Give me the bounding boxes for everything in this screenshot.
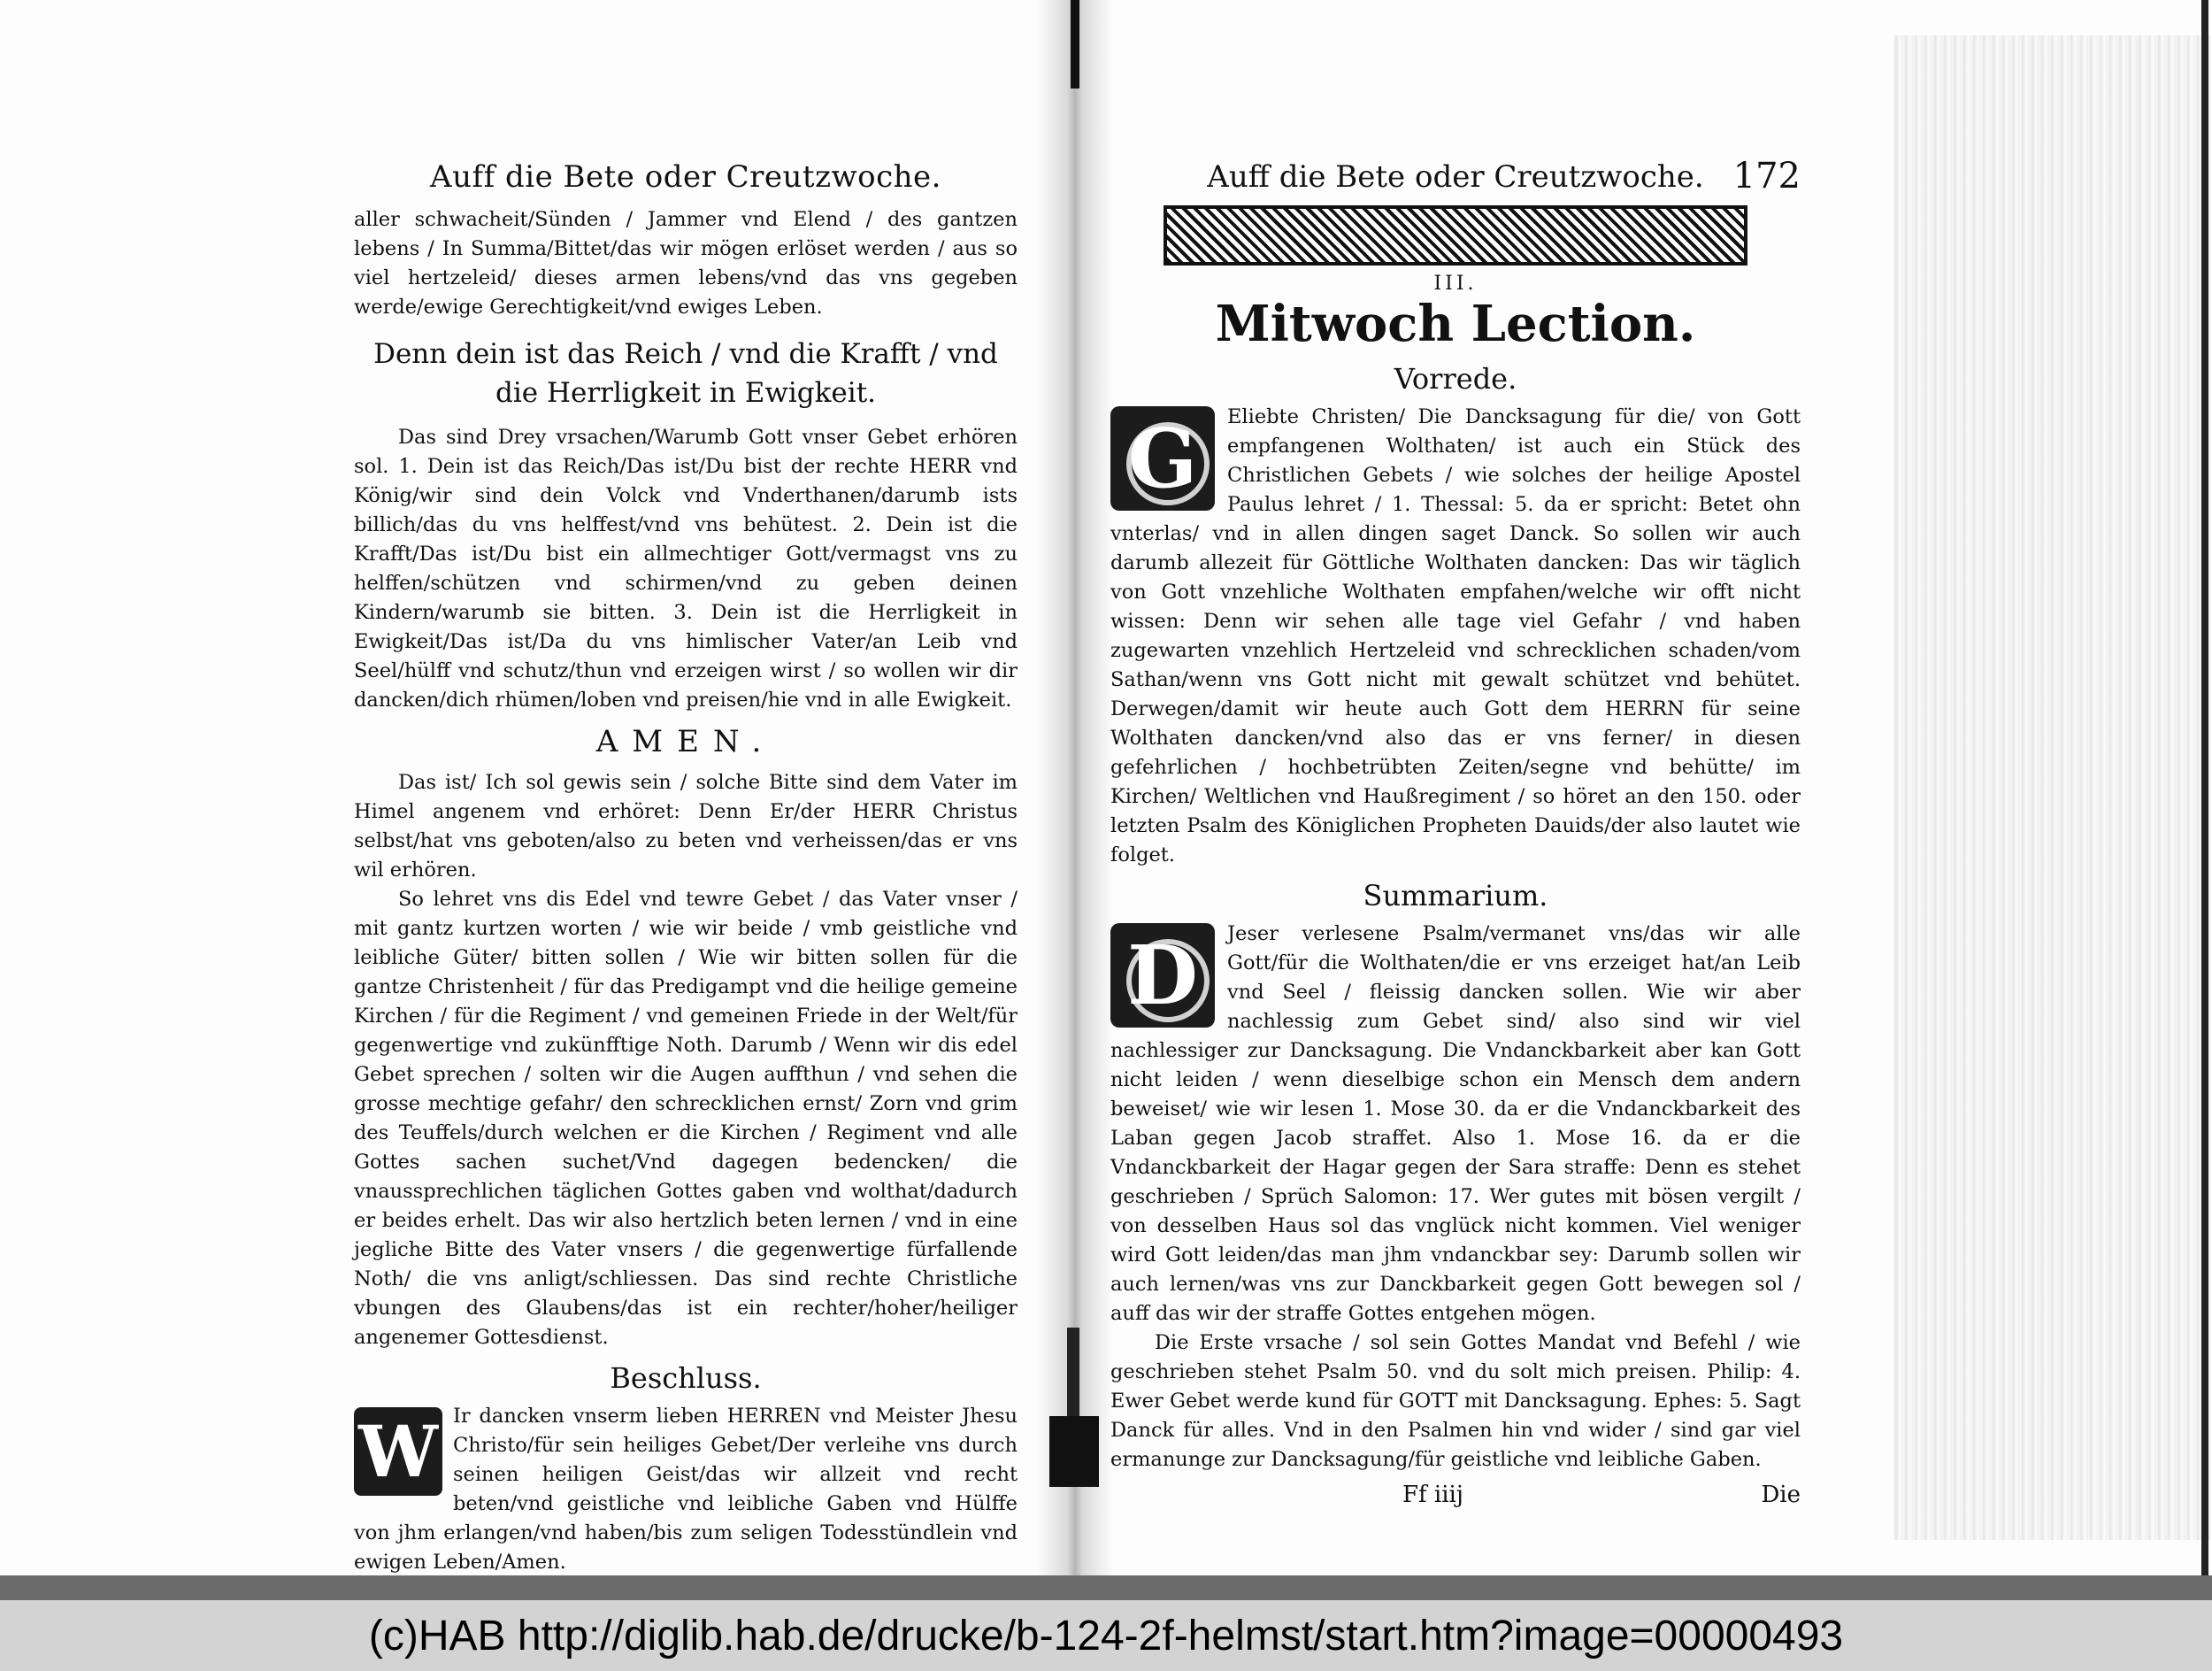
left-para-2: Das sind Drey vrsachen/Warumb Gott vnser Gebet erhören sol. 1. Dein ist das Reich/Das ist/Du bist der rechte HERR vnd König/wir sind dein Volck vnd Vnderthanen/darumb ists billich/das du vns helffest/vnd vns behütest. 2. Dein ist die Krafft/Das ist/Du bist ein allmechtiger Gott/vermagst vns zu helffen/schützen vnd schirmen/vnd zu geben deinen Kindern/warumb sie bitten. 3. Dein ist die Herrligkeit in Ewigkeit/Das ist/Da du vns himlischer Vater/an Leib vnd Seel/hülff vnd schutz/thun vnd erzeigen wirst / so wollen wir dir dancken/dich rhümen/loben vnd preisen/hie vnd in alle Ewigkeit. [354, 426, 1018, 712]
doxology-heading: Denn dein ist das Reich / vnd die Krafft / vnd die Herrligkeit in Ewigkeit. [373, 338, 998, 409]
source-url-text: (c)HAB http://diglib.hab.de/drucke/b-124-2f-helmst/start.htm?image=00000493 [368, 1612, 1844, 1659]
right-catchword: Die [1761, 1482, 1801, 1508]
signature-row [1110, 1482, 1801, 1512]
left-para-1: aller schwacheit/Sünden / Jammer vnd Elend / des gantzen lebens / In Summa/Bittet/das wir mögen erlöset werden / aus so viel hertzeleid/ dieses armen lebens/vnd das vns gegeben werde/ewige Gerechtigkeit/vnd ewiges Leben. [354, 208, 1018, 319]
scan-bottom-band [0, 1575, 2212, 1600]
summarium-initial: D [1127, 928, 1198, 1023]
vorrede-initial: G [1127, 411, 1198, 506]
initial-g-icon [1110, 406, 1215, 511]
right-running-head-row [1110, 156, 1801, 196]
right-running-head: Auff die Bete oder Creutzwoche. [1207, 159, 1704, 195]
right-page [1110, 156, 1801, 1512]
initial-d-icon [1110, 923, 1215, 1028]
amen-heading: AMEN. [595, 724, 776, 759]
beschluss-heading: Beschluss. [610, 1361, 762, 1395]
section-number: III. [1433, 273, 1478, 295]
vorrede-heading: Vorrede. [1394, 362, 1517, 396]
summarium-heading: Summarium. [1363, 879, 1548, 913]
page-edges [1893, 35, 2212, 1540]
summarium-block [1110, 920, 1801, 1328]
gutter-binding-mark [1071, 0, 1079, 89]
lection-title: Mitwoch Lection. [1215, 295, 1696, 353]
beschluss-initial: W [358, 1410, 438, 1493]
gutter-binding-block [1049, 1416, 1099, 1487]
ornament-band-icon [1164, 205, 1747, 266]
scan-edge-line [2201, 0, 2208, 1575]
initial-w-icon [354, 1407, 442, 1496]
summarium-text: Jeser verlesene Psalm/vermanet vns/das wir alle Gott/für die Wolthaten/die er vns erzeiget hat/an Leib vnd Seel / fleissig dancken sollen. Wie wir aber nachlessig zum Gebet sind/ also sind wir viel nachlessiger zur Dancksagung. Die Vndanckbarkeit aber kan Gott nicht leiden / wenn dieselbige schon ein Mensch dem andern beweiset/ wie wir lesen 1. Mose 30. da er die Vndanckbarkeit des Laban gegen Jacob straffet. Also 1. Mose 16. da er die Vndanckbarkeit der Hagar gegen der Sara straffe: Denn es stehet geschrieben / Sprüch Salomon: 17. Wer gutes mit bösen vergilt / von desselben Haus sol das vnglück nicht kommen. Viel weniger wird Gott leiden/das man jhm vndanckbar sey: Darumb sollen wir auch lernen/was vns zur Danckbarkeit gegen Gott bewegen sol / auff das wir der straffe Gottes entgehen mögen. [1110, 922, 1801, 1325]
erste-vrsache-para: Die Erste vrsache / sol sein Gottes Mandat vnd Befehl / wie geschrieben stehet Psalm 50. vnd du solt mich preisen. Philip: 4. Ewer Gebet werde kund für GOTT mit Dancksagung. Ephes: 5. Sagt Danck für alles. Vnd in den Psalmen hin vnd wider / sind gar viel ermanunge zur Dancksagung/für geistliche vnd leibliche Gaben. [1110, 1331, 1801, 1471]
left-running-head: Auff die Bete oder Creutzwoche. [430, 159, 941, 195]
footer-bar [0, 1600, 2212, 1671]
vorrede-text: Eliebte Christen/ Die Dancksagung für die/ von Gott empfangenen Wolthaten/ ist auch ein Stück des Christlichen Gebets / wie solches der heilige Apostel Paulus lehret / 1. Thessal: 5. da er spricht: Betet ohn vnterlas/ vnd in allen dingen saget Danck. So sollen wir auch darumb allezeit für Göttliche Wolthaten dancken: Das wir täglich von Gott vnzehliche Wolthaten empfahen/welche wir offt nicht wissen: Denn wir sehen alle tage viel Gefahr / vnd haben zugewarten vnzehlich Hertzeleid vnd schrecklichen schaden/vom Sathan/wenn vns Gott nicht mit gewalt schützet vnd behütet. Derwegen/damit wir heute auch Gott dem HERRN für seine Wolthaten dancken/vnd also das er vns ferner/ in diesen gefehrlichen / hochbetrübten Zeiten/segne vnd behütte/ im Kirchen/ Weltlichen vnd Haußregiment / so höret an den 150. oder letzten Psalm des Königlichen Propheten Dauids/der also lautet wie folget. [1110, 405, 1801, 866]
beschluss-block [354, 1402, 1018, 1577]
vorrede-block [1110, 403, 1801, 870]
folio-number: 172 [1732, 156, 1801, 196]
beschluss-text: Ir dancken vnserm lieben HERREN vnd Meister Jhesu Christo/für sein heiliges Gebet/Der verleihe vns durch seinen heiligen Geist/das wir allzeit vnd recht beten/vnd geistliche vnd leibliche Gaben vnd Hülffe von jhm erlangen/vnd haben/bis zum seligen Todesstündlein vnd ewigen Leben/Amen. [354, 1405, 1018, 1574]
signature-mark: Ff iiij [1402, 1482, 1463, 1508]
left-page [354, 159, 1018, 1606]
left-para-4: So lehret vns dis Edel vnd tewre Gebet / das Vater vnser / mit gantz kurtzen worten / wie wir beide / vmb geistliche vnd leibliche Güter/ bitten sollen / Wie wir bitten sollen für die gantze Christenheit / für das Predigampt vnd die heilige gemeine Kirchen / für die Regiment / vnd gemeinen Friede in der Welt/für gegenwertige vnd zukünfftige Noth. Darumb / Wenn wir dis edel Gebet sprechen / solten wir die Augen auffthun / vnd sehen die grosse mechtige gefahr/ den schrecklichen ernst/ Zorn vnd grim des Teuffels/durch welchen er die Kirchen / Regiment vnd alle Gottes sachen suchet/Vnd dagegen bedencken/ die vnaussprechlichen täglichen Gottes gaben vnd wolthat/dadurch er beides erhelt. Das wir also hertzlich beten lernen / vnd in eine jegliche Bitte des Vater vnsers / die gegenwertige fürfallende Noth/ die vns anligt/schliessen. Das sind rechte Christliche vbungen des Glaubens/das ist ein rechter/hoher/heiliger angenemer Gottesdienst. [354, 888, 1018, 1349]
left-para-3: Das ist/ Ich sol gewis sein / solche Bitte sind dem Vater im Himel angenem vnd erhöret: Denn Er/der HERR Christus selbst/hat vns geboten/also zu beten vnd verheissen/das er vns wil erhören. [354, 771, 1018, 882]
